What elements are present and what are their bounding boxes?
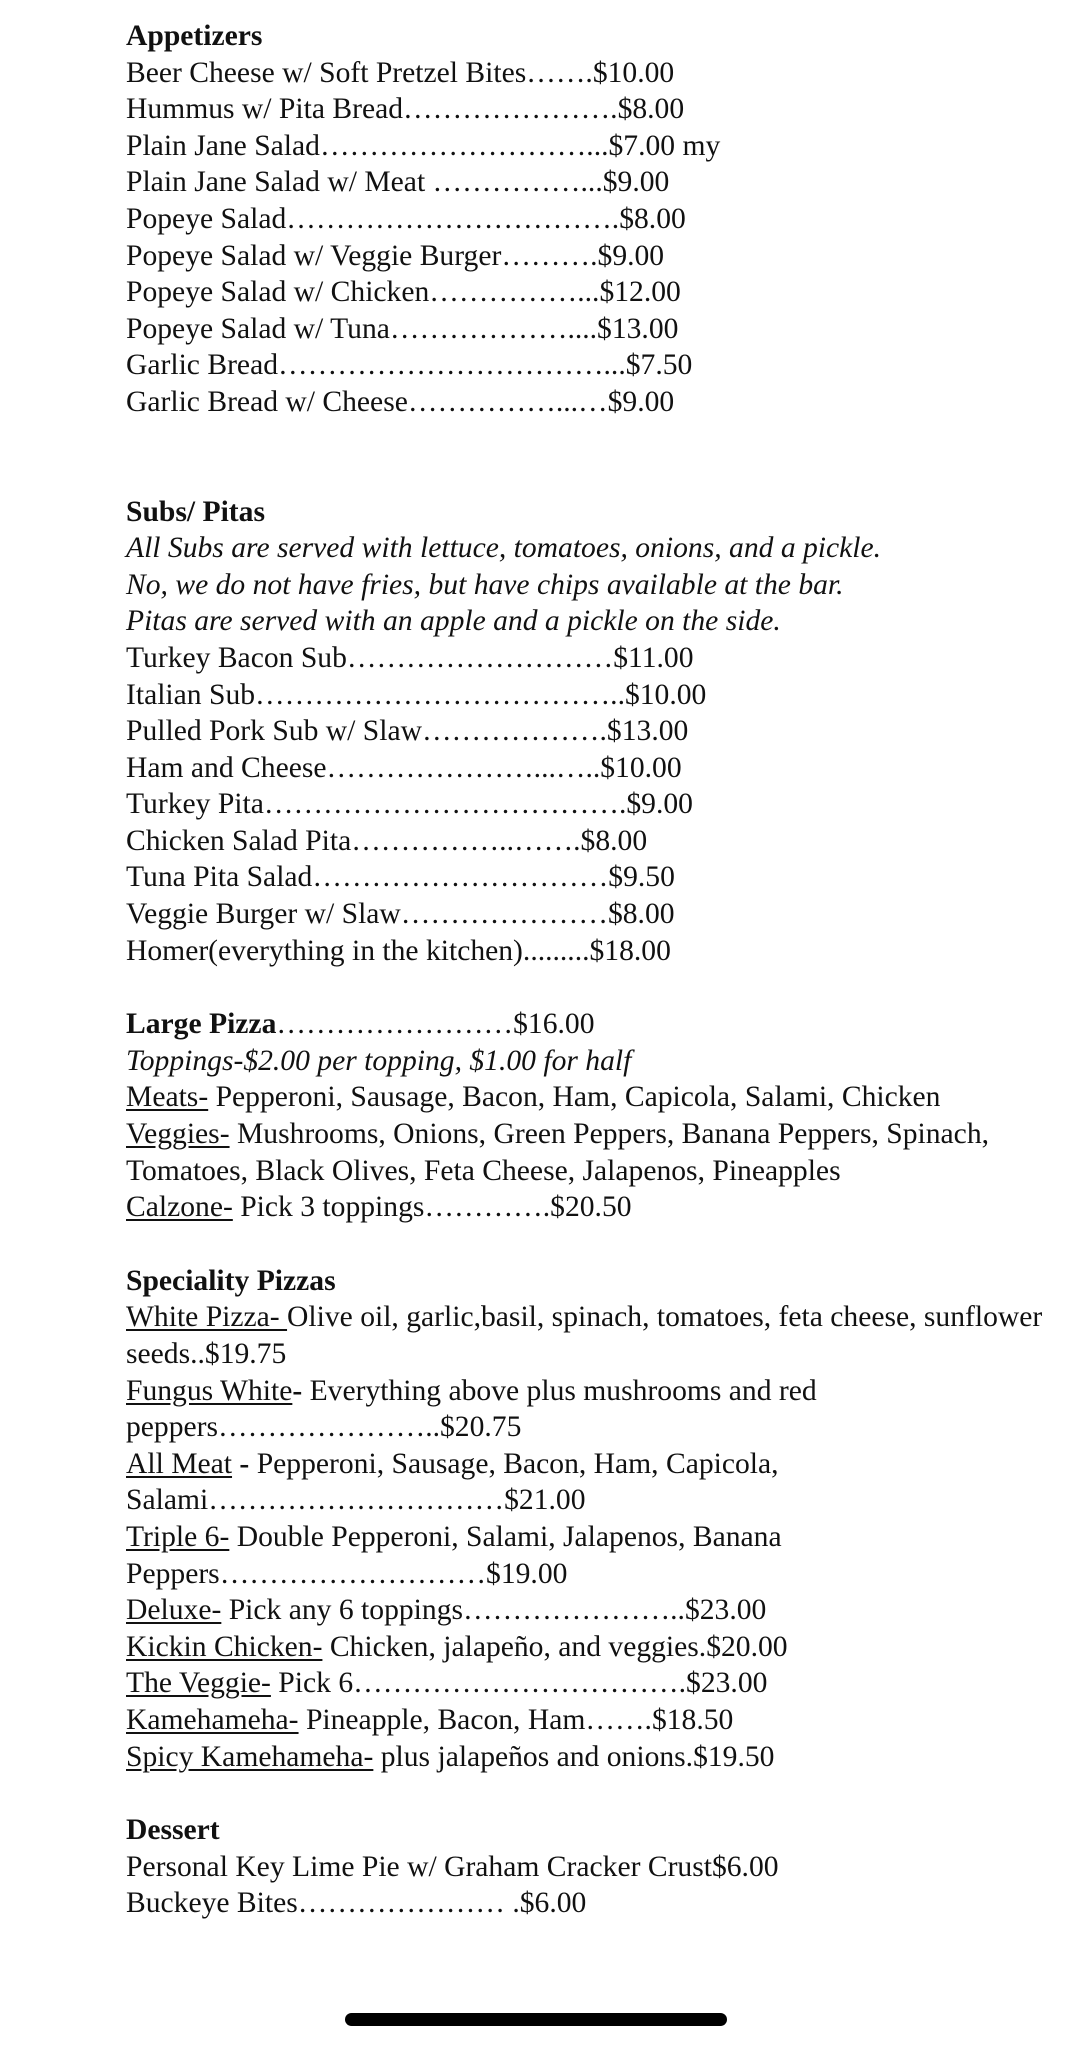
white-pizza-label: White Pizza- [126, 1301, 288, 1334]
the-veggie-label: The Veggie- [126, 1667, 271, 1700]
triple-6-label: Triple 6- [126, 1520, 230, 1553]
specialty-item [126, 1446, 1046, 1519]
kickin-chicken-label: Kickin Chicken- [126, 1630, 323, 1663]
specialty-item [126, 1299, 1046, 1372]
specialty-item [126, 1592, 1046, 1629]
all-meat-text: Pepperoni, Sausage, Bacon, Ham, Capicola, Salami…………………………$21.00 [126, 1447, 779, 1517]
specialty-item [126, 1665, 1046, 1702]
sub-item: Veggie Burger w/ Slaw…………………$8.00 [126, 898, 675, 931]
kickin-chicken-text: Chicken, jalapeño, and veggies.$20.00 [322, 1630, 788, 1663]
dessert-heading: Dessert [126, 1814, 220, 1847]
the-veggie-text: Pick 6…………………………….$23.00 [270, 1667, 768, 1700]
sub-item: Tuna Pita Salad…………………………$9.50 [126, 861, 675, 894]
kamehameha-text: Pineapple, Bacon, Ham…….$18.50 [298, 1703, 734, 1736]
appetizer-item: Popeye Salad w/ Tuna………………....$13.00 [126, 312, 679, 345]
appetizer-item: Garlic Bread……………………………...$7.50 [126, 349, 693, 382]
triple-6-text: Double Pepperoni, Salami, Jalapenos, Banana Peppers………………………$19.00 [126, 1520, 782, 1590]
appetizer-item: Garlic Bread w/ Cheese……………...…$9.00 [126, 385, 675, 418]
appetizer-item: Popeye Salad w/ Chicken……………...$12.00 [126, 276, 681, 309]
veggies-label: Veggies- [126, 1118, 230, 1151]
sub-item: Italian Sub………………………………..$10.00 [126, 678, 707, 711]
menu-document [126, 18, 1046, 1922]
sub-item: Pulled Pork Sub w/ Slaw……………….$13.00 [126, 715, 689, 748]
specialty-item [126, 1629, 1046, 1666]
meats-text: Pepperoni, Sausage, Bacon, Ham, Capicola, Salami, Chicken [208, 1081, 941, 1114]
calzone-text: Pick 3 toppings………….$20.50 [232, 1191, 632, 1224]
sub-item: Chicken Salad Pita……………..…….$8.00 [126, 824, 648, 857]
large-pizza-heading: Large Pizza [126, 1008, 277, 1041]
appetizer-item: Hummus w/ Pita Bread………………….$8.00 [126, 93, 685, 126]
meats-label: Meats- [126, 1081, 209, 1114]
subs-note: All Subs are served with lettuce, tomatoes, onions, and a pickle. [126, 532, 882, 565]
appetizers-heading: Appetizers [126, 20, 263, 52]
appetizer-item: Popeye Salad w/ Veggie Burger……….$9.00 [126, 239, 665, 272]
appetizer-item: Plain Jane Salad w/ Meat ……………...$9.00 [126, 166, 670, 199]
spicy-kamehameha-text: plus jalapeños and onions.$19.50 [373, 1740, 775, 1773]
large-pizza-price: ……………………$16.00 [276, 1008, 595, 1041]
dessert-item: Buckeye Bites………………… .$6.00 [126, 1887, 587, 1920]
deluxe-label: Deluxe- [126, 1594, 222, 1627]
fungus-white-text: Everything above plus mushrooms and red peppers…………………..$20.75 [126, 1374, 817, 1444]
spicy-kamehameha-label: Spicy Kamehameha- [126, 1740, 374, 1773]
specialty-item [126, 1519, 1046, 1592]
specialty-item [126, 1702, 1046, 1739]
calzone-line [126, 1189, 1046, 1226]
subs-note: No, we do not have fries, but have chips available at the bar. [126, 568, 844, 601]
sub-item: Homer(everything in the kitchen).........$18.00 [126, 934, 671, 967]
deluxe-text: Pick any 6 toppings…………………..$23.00 [221, 1594, 767, 1627]
specialty-item [126, 1739, 1046, 1776]
veggies-text: Mushrooms, Onions, Green Peppers, Banana Peppers, Spinach, Tomatoes, Black Olives, Feta Cheese, Jalapenos, Pineapples [126, 1118, 990, 1187]
meats-list [126, 1079, 1046, 1116]
fungus-white-dash: - [292, 1374, 303, 1407]
subs-note: Pitas are served with an apple and a pickle on the side. [126, 605, 781, 638]
kamehameha-label: Kamehameha- [126, 1703, 299, 1736]
sub-item: Turkey Pita……………………………….$9.00 [126, 788, 693, 821]
all-meat-dash: - [232, 1447, 250, 1480]
white-pizza-text: Olive oil, garlic,basil, spinach, tomatoes, feta cheese, sunflower seeds..$19.75 [126, 1301, 1043, 1370]
toppings-note: Toppings-$2.00 per topping, $1.00 for half [126, 1044, 632, 1077]
home-indicator[interactable] [345, 2013, 727, 2026]
sub-item: Ham and Cheese…………………...…..$10.00 [126, 751, 682, 784]
fungus-white-label: Fungus White [126, 1374, 293, 1407]
sub-item: Turkey Bacon Sub………………………$11.00 [126, 641, 694, 674]
large-pizza-heading-line [126, 1006, 1046, 1043]
appetizer-item: Plain Jane Salad………………………...$7.00 my [126, 129, 721, 162]
subs-heading: Subs/ Pitas [126, 495, 265, 528]
veggies-list [126, 1116, 1046, 1189]
speciality-heading: Speciality Pizzas [126, 1264, 336, 1297]
specialty-item [126, 1373, 1046, 1446]
dessert-item: Personal Key Lime Pie w/ Graham Cracker Crust$6.00 [126, 1850, 779, 1883]
appetizer-item: Beer Cheese w/ Soft Pretzel Bites…….$10.00 [126, 56, 675, 89]
all-meat-label: All Meat [126, 1447, 233, 1480]
appetizer-item: Popeye Salad…………………………….$8.00 [126, 202, 686, 235]
calzone-label: Calzone- [126, 1191, 233, 1224]
